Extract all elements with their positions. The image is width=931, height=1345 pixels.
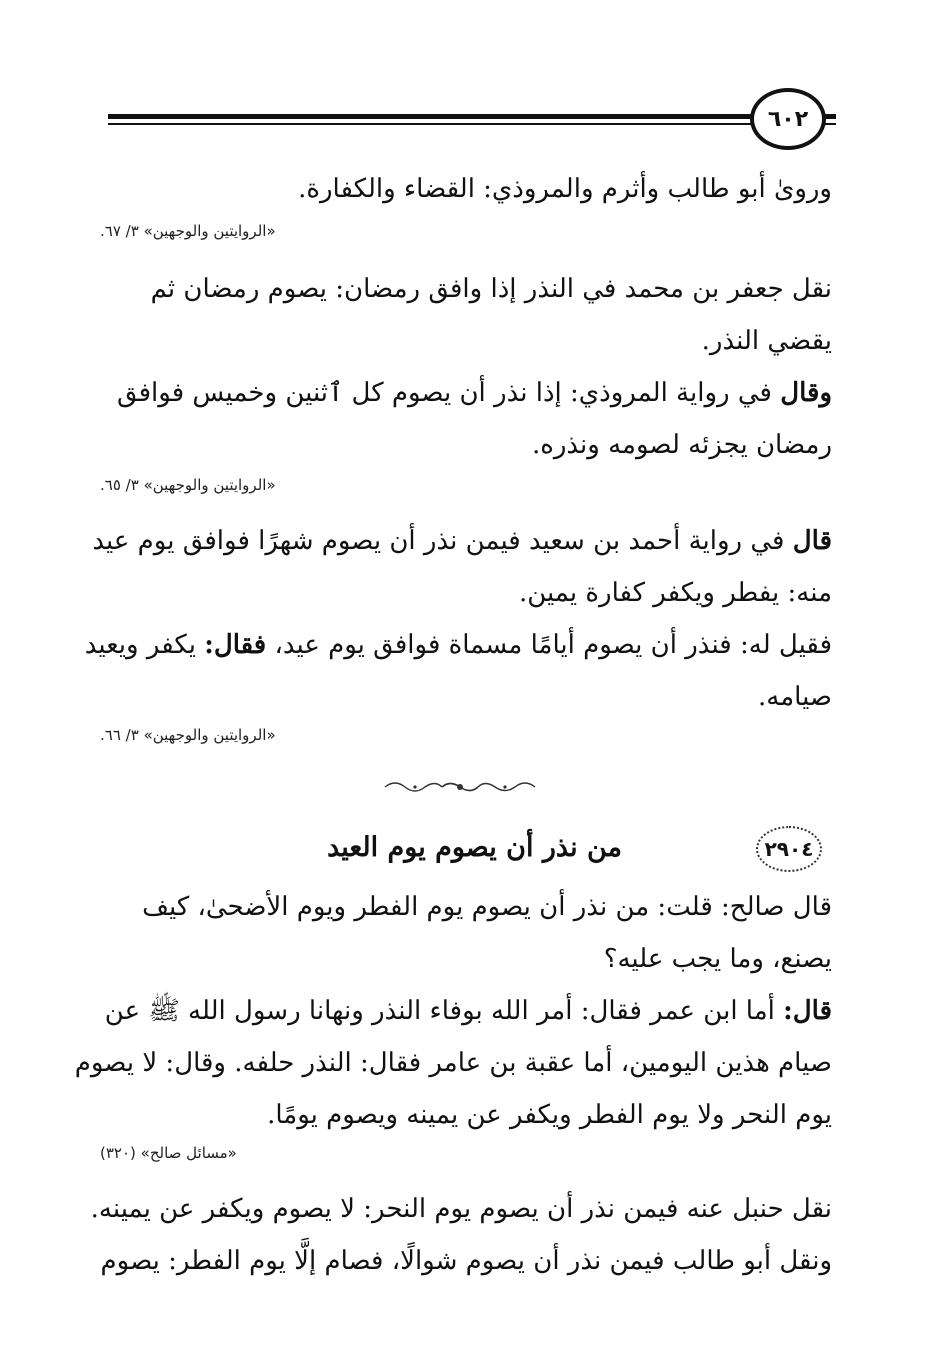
paragraph-5-line-1 <box>84 620 832 670</box>
paragraph-4-line-1-text: في رواية أحمد بن سعيد فيمن نذر أن يصوم شهرًا فوافق يوم عيد <box>92 526 785 556</box>
paragraph-5-line-1-tail: يكفر ويعيد <box>84 630 196 660</box>
source-citation-1: «الروايتين والوجهين» ٣/ ٦٧. <box>100 222 276 240</box>
paragraph-1-line-1: وروىٰ أبو طالب وأثرم والمروذي: القضاء والكفارة. <box>298 174 832 204</box>
paragraph-3-lead: وقال <box>780 378 832 408</box>
paragraph-4-line-1 <box>92 516 832 566</box>
page-number: ٦٠٢ <box>750 88 826 150</box>
paragraph-7-lead: قال: <box>783 996 832 1026</box>
paragraph-8-line-1: نقل حنبل عنه فيمن نذر أن يصوم يوم النحر: لا يصوم ويكفر عن يمينه. <box>90 1194 832 1224</box>
header-rule-thick <box>108 114 753 119</box>
ornament-divider <box>380 776 540 798</box>
paragraph-7-line-3: يوم النحر ولا يوم الفطر ويكفر عن يمينه ويصوم يومًا. <box>267 1100 832 1130</box>
paragraph-5-lead: فقال: <box>204 630 267 660</box>
paragraph-3-line-1 <box>100 368 832 418</box>
entry-heading <box>100 820 832 876</box>
source-citation-3: «الروايتين والوجهين» ٣/ ٦٦. <box>100 726 276 744</box>
paragraph-3-line-1-text: في رواية المروذي: إذا نذر أن يصوم كل ٱثنين وخميس فوافق <box>116 378 772 408</box>
paragraph-3-line-2: رمضان يجزئه لصومه ونذره. <box>531 430 832 460</box>
paragraph-7-line-1-text: أما ابن عمر فقال: أمر الله بوفاء النذر ونهانا رسول الله ﷺ عن <box>104 996 775 1026</box>
paragraph-2-line-2: يقضي النذر. <box>701 326 832 356</box>
paragraph-6-line-2: يصنع، وما يجب عليه؟ <box>603 944 832 974</box>
page-header <box>0 0 931 160</box>
paragraph-5-line-1-text: فقيل له: فنذر أن يصوم أيامًا مسماة فوافق يوم عيد، <box>274 630 832 660</box>
paragraph-8-line-2: ونقل أبو طالب فيمن نذر أن يصوم شوالًا، فصام إلَّا يوم الفطر: يصوم <box>100 1246 832 1276</box>
paragraph-4-lead: قال <box>792 526 832 556</box>
paragraph-5-line-2: صيامه. <box>758 682 832 712</box>
paragraph-2-line-1: نقل جعفر بن محمد في النذر إذا وافق رمضان: يصوم رمضان ثم <box>150 274 832 304</box>
source-citation-4: «مسائل صالح» (٣٢٠) <box>100 1144 237 1162</box>
entry-number-badge: ٢٩٠٤ <box>756 826 822 872</box>
paragraph-6-line-1: قال صالح: قلت: من نذر أن يصوم يوم الفطر ويوم الأضحىٰ، كيف <box>142 892 832 922</box>
entry-title: من نذر أن يصوم يوم العيد <box>327 832 622 863</box>
header-rule-thin <box>108 123 753 125</box>
source-citation-2: «الروايتين والوجهين» ٣/ ٦٥. <box>100 476 276 494</box>
paragraph-4-line-2: منه: يفطر ويكفر كفارة يمين. <box>518 578 832 608</box>
paragraph-7-line-2: صيام هذين اليومين، أما عقبة بن عامر فقال: النذر حلفه. وقال: لا يصوم <box>74 1048 832 1078</box>
paragraph-7-line-1 <box>100 986 832 1036</box>
